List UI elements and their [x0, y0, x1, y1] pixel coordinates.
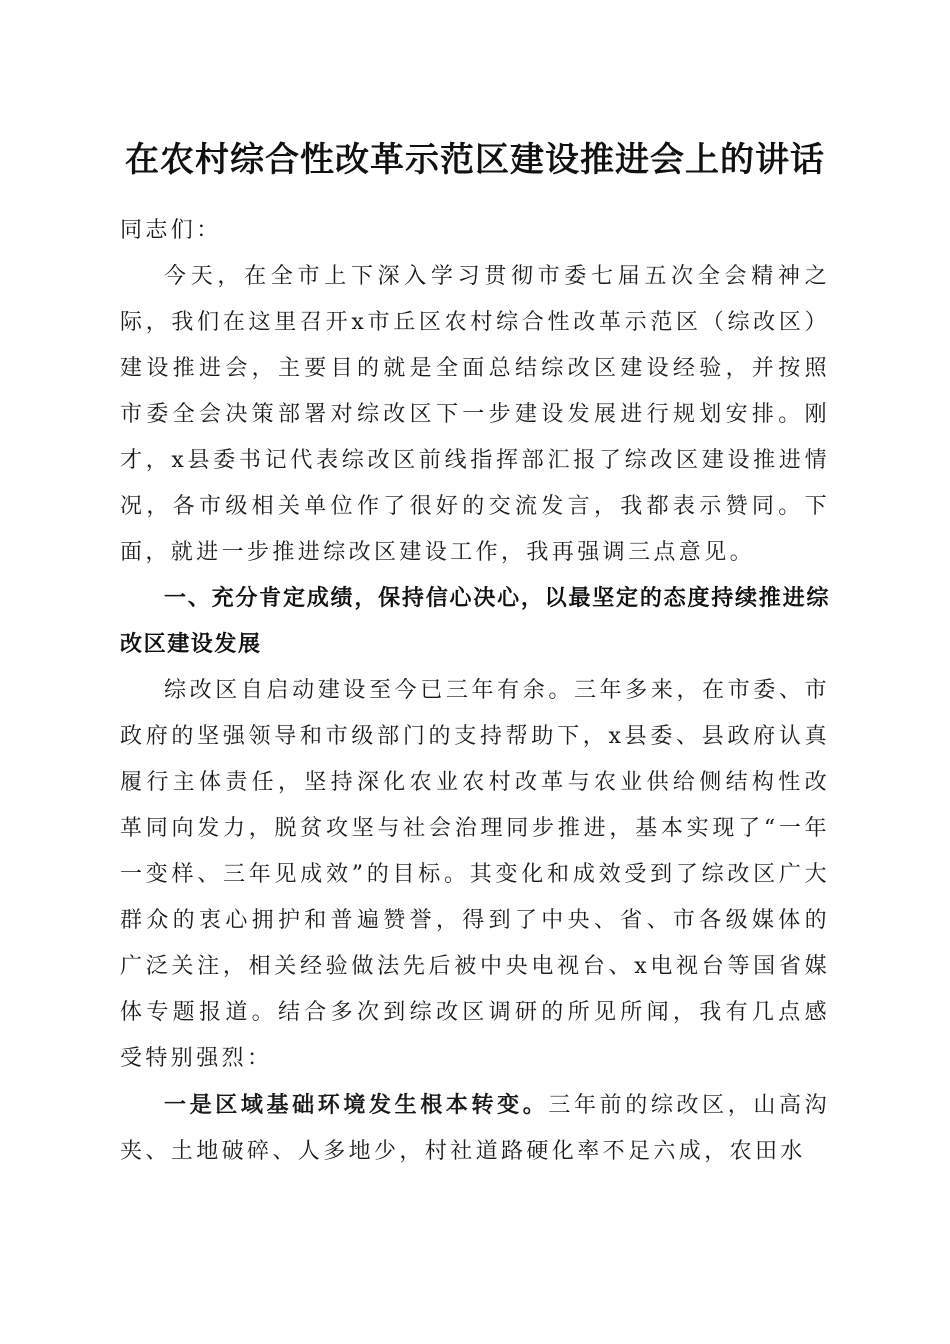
point-1-lead: 一是区域基础环境发生根本转变。 [164, 1092, 549, 1118]
point-1-text: 三年前的综改区，山高沟夹、土地破碎、人多地少，村社道路硬化率不足六成，农田水 [120, 1093, 830, 1164]
paragraph-achievements: 综改区自启动建设至今已三年有余。三年多来，在市委、市政府的坚强领导和市级部门的支持帮助下，x县委、县政府认真履行主体责任，坚持深化农业农村改革与农业供给侧结构性改革同向发力，脱贫攻坚与社会治理同步推进，基本实现了“一年一变样、三年见成效”的目标。其变化和成效受到了综改区广大群众的衷心拥护和普遍赞誉，得到了中央、省、市各级媒体的广泛关注，相关经验做法先后被中央电视台、x电视台等国省媒体专题报道。结合多次到综改区调研的所见所闻，我有几点感受特别强烈： [120, 678, 830, 1071]
section-heading-1: 一、充分肯定成绩，保持信心决心，以最坚定的态度持续推进综改区建设发展 [120, 586, 830, 657]
paragraph-point-1 [120, 1082, 830, 1175]
salutation: 同志们： [120, 218, 222, 243]
document-body [120, 208, 830, 1175]
document-title: 在农村综合性改革示范区建设推进会上的讲话 [125, 140, 825, 180]
paragraph-intro: 今天，在全市上下深入学习贯彻市委七届五次全会精神之际，我们在这里召开x市丘区农村综合性改革示范区（综改区）建设推进会，主要目的就是全面总结综改区建设经验，并按照市委全会决策部署对综改区下一步建设发展进行规划安排。刚才，x县委书记代表综改区前线指挥部汇报了综改区建设推进情况，各市级相关单位作了很好的交流发言，我都表示赞同。下面，就进一步推进综改区建设工作，我再强调三点意见。 [120, 264, 830, 565]
